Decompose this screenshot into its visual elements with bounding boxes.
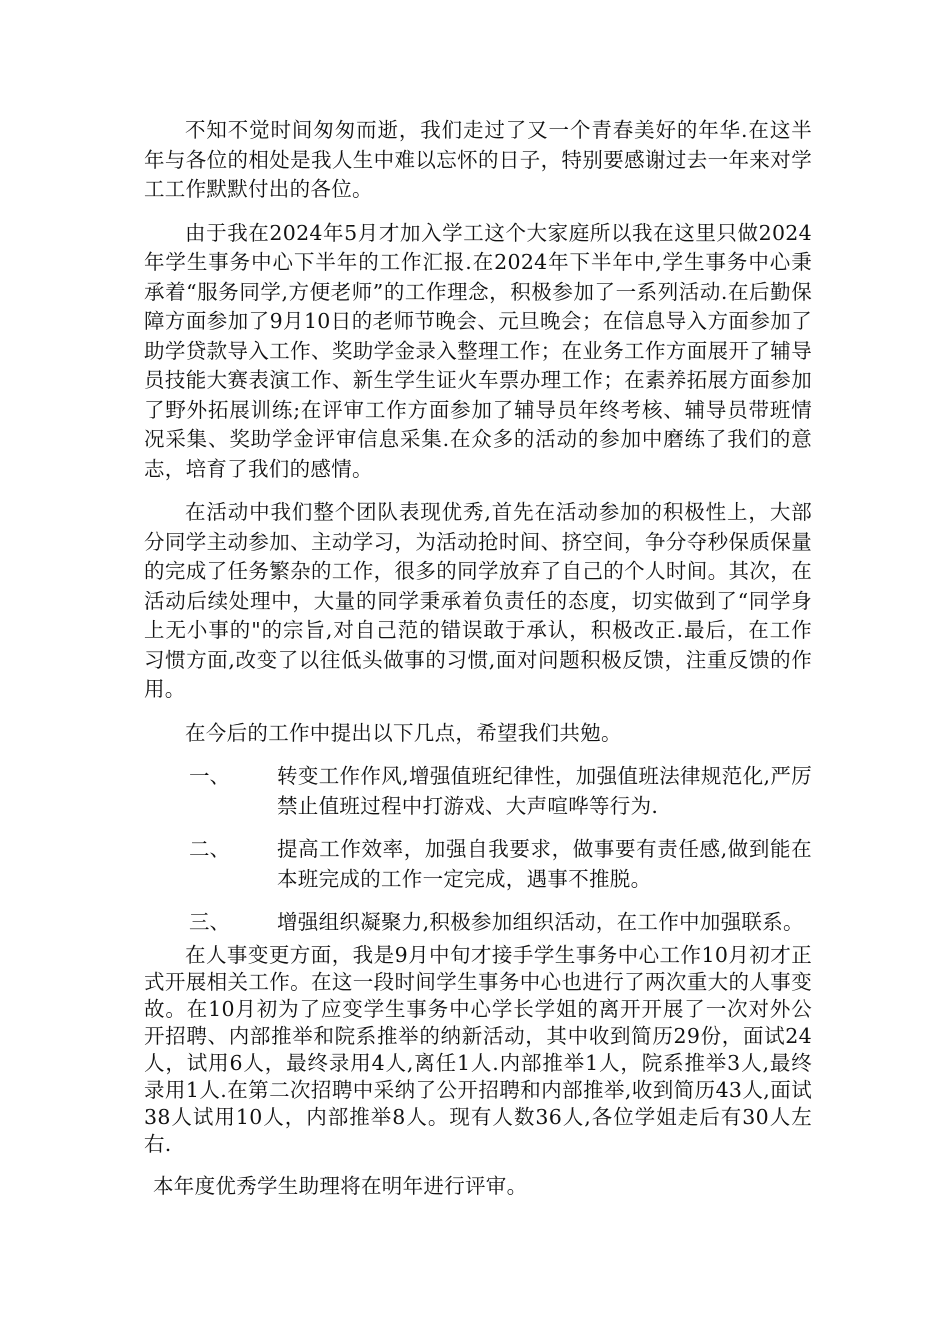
- list-number: 一、: [189, 764, 230, 788]
- paragraph-personnel-changes: 在人事变更方面，我是9月中旬才接手学生事务中心工作10月初才正式开展相关工作。在这一段时间学生事务中心也进行了两次重大的人事变故。在10月初为了应变学生事务中心学长学姐的离开开展了一次对外公开招聘、内部推举和院系推举的纳新活动，其中收到简历29份，面试24人，试用6人，最终录用4人,离任1人.内部推举1人，院系推举3人,最终录用1人.在第二次招聘中采纳了公开招聘和内部推举,收到简历43人,面试38人试用10人，内部推举8人。现有人数36人,各位学姐走后有30人左右.: [144, 942, 812, 1156]
- list-text: 转变工作作风,增强值班纪律性，加强值班法律规范化,严厉禁止值班过程中打游戏、大声喧哗等行为.: [277, 764, 812, 818]
- paragraph-future-points: 在今后的工作中提出以下几点，希望我们共勉。: [185, 720, 622, 745]
- list-item-2: [144, 835, 812, 894]
- paragraph-work-report: 由于我在2024年5月才加入学工这个大家庭所以我在这里只做2024年学生事务中心下半年的工作汇报.在2024年下半年中,学生事务中心秉承着“服务同学,方便老师”的工作理念，积极参加了一系列活动.在后勤保障方面参加了9月10日的老师节晚会、元旦晚会；在信息导入方面参加了助学贷款导入工作、奖助学金录入整理工作；在业务工作方面展开了辅导员技能大赛表演工作、新生学生证火车票办理工作；在素养拓展方面参加了野外拓展训练;在评审工作方面参加了辅导员年终考核、辅导员带班情况采集、奖助学金评审信息采集.在众多的活动的参加中磨练了我们的意志，培育了我们的感情。: [144, 220, 812, 481]
- paragraph-intro: 不知不觉时间匆匆而逝，我们走过了又一个青春美好的年华.在这半年与各位的相处是我人生中难以忘怀的日子，特别要感谢过去一年来对学工工作默默付出的各位。: [144, 118, 812, 201]
- list-number: 三、: [189, 910, 230, 934]
- list-item-3: [144, 908, 812, 938]
- list-number: 二、: [189, 837, 230, 861]
- list-text: 提高工作效率，加强自我要求，做事要有责任感,做到能在本班完成的工作一定完成，遇事不推脱。: [277, 837, 812, 891]
- list-item-1: [144, 762, 812, 821]
- document-page: [144, 116, 812, 1201]
- paragraph-closing: 本年度优秀学生助理将在明年进行评审。: [153, 1173, 528, 1198]
- list-text: 增强组织凝聚力,积极参加组织活动，在工作中加强联系。: [277, 910, 804, 934]
- paragraph-team-performance: 在活动中我们整个团队表现优秀,首先在活动参加的积极性上，大部分同学主动参加、主动学习，为活动抢时间、挤空间，争分夺秒保质保量的完成了任务繁杂的工作，很多的同学放弃了自己的个人时间。其次，在活动后续处理中，大量的同学秉承着负责任的态度，切实做到了“同学身上无小事的"的宗旨,对自己范的错误敢于承认，积极改正.最后，在工作习惯方面,改变了以往低头做事的习惯,面对问题积极反馈，注重反馈的作用。: [144, 500, 812, 701]
